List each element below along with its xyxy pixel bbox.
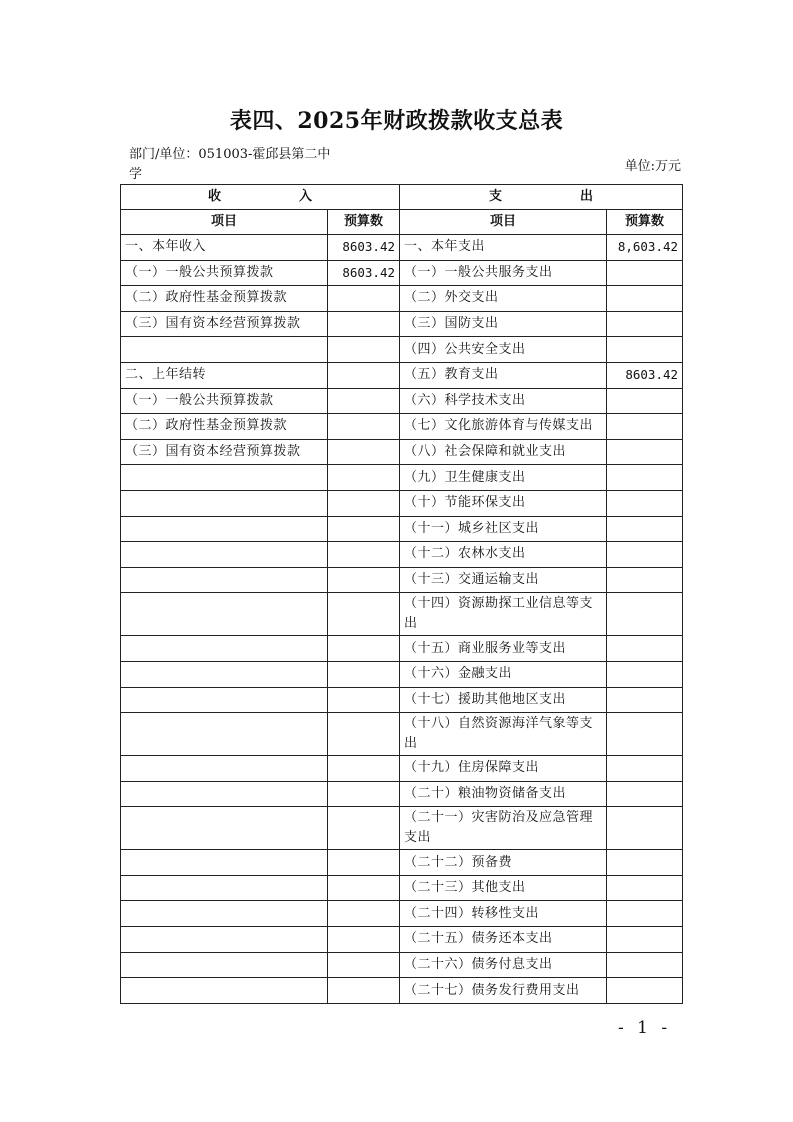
expense-item-cell: （十九）住房保障支出 [400, 756, 607, 782]
table-row [121, 465, 683, 491]
income-item-cell: 二、上年结转 [121, 362, 328, 388]
expense-budget-cell [607, 465, 683, 491]
expense-item-cell: （十四）资源勘探工业信息等支出 [400, 593, 607, 636]
table-row [121, 661, 683, 687]
income-budget-cell [328, 337, 400, 363]
income-budget-cell [328, 687, 400, 713]
expense-budget-cell [607, 490, 683, 516]
table-row [121, 286, 683, 312]
income-item-cell [121, 781, 328, 807]
expense-item-cell: （十）节能环保支出 [400, 490, 607, 516]
income-item-cell [121, 850, 328, 876]
expense-budget-cell [607, 439, 683, 465]
table-row [121, 713, 683, 756]
expense-header: 支 出 [400, 185, 683, 210]
income-item-cell [121, 978, 328, 1004]
expense-item-cell: （十三）交通运输支出 [400, 567, 607, 593]
income-budget-cell [328, 636, 400, 662]
income-item-header: 项目 [121, 210, 328, 235]
income-budget-cell [328, 952, 400, 978]
expense-item-cell: （一）一般公共服务支出 [400, 260, 607, 286]
expense-item-cell: （十五）商业服务业等支出 [400, 636, 607, 662]
page-title: 表四、2025年财政拨款收支总表 [229, 108, 564, 134]
income-budget-cell [328, 978, 400, 1004]
expense-item-cell: （十六）金融支出 [400, 661, 607, 687]
income-item-cell: （三）国有资本经营预算拨款 [121, 311, 328, 337]
expense-budget-cell [607, 260, 683, 286]
income-budget-cell [328, 311, 400, 337]
income-item-cell: （三）国有资本经营预算拨款 [121, 439, 328, 465]
expense-item-cell: （二十七）债务发行费用支出 [400, 978, 607, 1004]
income-budget-cell [328, 781, 400, 807]
income-item-cell [121, 952, 328, 978]
expense-item-cell: （九）卫生健康支出 [400, 465, 607, 491]
expense-budget-cell [607, 927, 683, 953]
table-row [121, 901, 683, 927]
expense-budget-cell [607, 388, 683, 414]
income-budget-cell [328, 286, 400, 312]
income-item-cell [121, 490, 328, 516]
expense-item-cell: （五）教育支出 [400, 362, 607, 388]
expense-item-cell: 一、本年支出 [400, 235, 607, 261]
expense-budget-cell: 8603.42 [607, 362, 683, 388]
department-label: 部门/单位：051003-霍邱县第二中学 [129, 147, 331, 182]
income-item-cell [121, 661, 328, 687]
expense-item-cell: （二十四）转移性支出 [400, 901, 607, 927]
income-item-cell [121, 567, 328, 593]
budget-table [120, 184, 683, 1004]
income-budget-cell [328, 388, 400, 414]
table-row [121, 567, 683, 593]
table-row [121, 978, 683, 1004]
income-item-cell [121, 465, 328, 491]
income-item-cell: （一）一般公共预算拨款 [121, 260, 328, 286]
expense-item-cell: （二十三）其他支出 [400, 875, 607, 901]
expense-budget-cell [607, 286, 683, 312]
table-row [121, 235, 683, 261]
income-item-cell [121, 875, 328, 901]
income-budget-cell [328, 516, 400, 542]
income-budget-cell [328, 567, 400, 593]
table-row [121, 952, 683, 978]
table-row [121, 781, 683, 807]
income-budget-cell [328, 465, 400, 491]
income-budget-cell: 8603.42 [328, 260, 400, 286]
expense-item-cell: （二十五）债务还本支出 [400, 927, 607, 953]
income-budget-header: 预算数 [328, 210, 400, 235]
expense-item-cell: （十二）农林水支出 [400, 542, 607, 568]
table-row [121, 687, 683, 713]
expense-item-header: 项目 [400, 210, 607, 235]
expense-budget-cell [607, 713, 683, 756]
expense-item-cell: （十七）援助其他地区支出 [400, 687, 607, 713]
income-budget-cell [328, 542, 400, 568]
income-item-cell: （二）政府性基金预算拨款 [121, 414, 328, 440]
income-budget-cell [328, 439, 400, 465]
expense-item-cell: （三）国防支出 [400, 311, 607, 337]
expense-item-cell: （十八）自然资源海洋气象等支出 [400, 713, 607, 756]
table-row [121, 362, 683, 388]
table-row [121, 850, 683, 876]
income-budget-cell [328, 362, 400, 388]
income-budget-cell [328, 661, 400, 687]
table-row [121, 542, 683, 568]
income-budget-cell [328, 756, 400, 782]
table-row [121, 927, 683, 953]
income-item-cell: 一、本年收入 [121, 235, 328, 261]
expense-item-cell: （八）社会保障和就业支出 [400, 439, 607, 465]
table-row [121, 439, 683, 465]
expense-item-cell: （二十一）灾害防治及应急管理支出 [400, 807, 607, 850]
expense-item-cell: （二）外交支出 [400, 286, 607, 312]
expense-item-cell: （四）公共安全支出 [400, 337, 607, 363]
expense-budget-cell [607, 687, 683, 713]
table-row [121, 388, 683, 414]
expense-budget-cell [607, 567, 683, 593]
income-item-cell [121, 713, 328, 756]
income-item-cell [121, 901, 328, 927]
table-row [121, 636, 683, 662]
income-budget-cell [328, 850, 400, 876]
expense-budget-header: 预算数 [607, 210, 683, 235]
table-row [121, 756, 683, 782]
expense-item-cell: （七）文化旅游体育与传媒支出 [400, 414, 607, 440]
income-item-cell [121, 687, 328, 713]
table-row [121, 490, 683, 516]
expense-budget-cell [607, 516, 683, 542]
expense-item-cell: （二十）粮油物资储备支出 [400, 781, 607, 807]
expense-budget-cell [607, 756, 683, 782]
expense-budget-cell [607, 850, 683, 876]
expense-item-cell: （十一）城乡社区支出 [400, 516, 607, 542]
expense-budget-cell [607, 311, 683, 337]
expense-budget-cell [607, 661, 683, 687]
table-row [121, 807, 683, 850]
income-budget-cell [328, 713, 400, 756]
page-number: - 1 - [618, 1018, 672, 1038]
expense-budget-cell: 8,603.42 [607, 235, 683, 261]
expense-budget-cell [607, 807, 683, 850]
unit-label: 单位:万元 [624, 159, 681, 174]
income-item-cell: （一）一般公共预算拨款 [121, 388, 328, 414]
expense-budget-cell [607, 636, 683, 662]
income-budget-cell [328, 901, 400, 927]
income-item-cell [121, 927, 328, 953]
expense-budget-cell [607, 978, 683, 1004]
expense-budget-cell [607, 542, 683, 568]
expense-budget-cell [607, 593, 683, 636]
income-item-cell [121, 807, 328, 850]
income-item-cell [121, 636, 328, 662]
expense-budget-cell [607, 781, 683, 807]
table-row [121, 337, 683, 363]
income-item-cell [121, 337, 328, 363]
table-row [121, 516, 683, 542]
income-item-cell [121, 756, 328, 782]
expense-budget-cell [607, 337, 683, 363]
table-column-header [121, 210, 683, 235]
table-row [121, 875, 683, 901]
income-item-cell: （二）政府性基金预算拨款 [121, 286, 328, 312]
table-row [121, 593, 683, 636]
table-row [121, 260, 683, 286]
expense-budget-cell [607, 952, 683, 978]
income-item-cell [121, 542, 328, 568]
income-budget-cell: 8603.42 [328, 235, 400, 261]
table-section-header [121, 185, 683, 210]
expense-budget-cell [607, 875, 683, 901]
income-budget-cell [328, 927, 400, 953]
income-budget-cell [328, 490, 400, 516]
expense-budget-cell [607, 901, 683, 927]
expense-item-cell: （二十六）债务付息支出 [400, 952, 607, 978]
income-budget-cell [328, 807, 400, 850]
table-row [121, 311, 683, 337]
income-header: 收 入 [121, 185, 400, 210]
income-budget-cell [328, 593, 400, 636]
expense-item-cell: （六）科学技术支出 [400, 388, 607, 414]
income-budget-cell [328, 414, 400, 440]
income-budget-cell [328, 875, 400, 901]
table-row [121, 414, 683, 440]
expense-item-cell: （二十二）预备费 [400, 850, 607, 876]
income-item-cell [121, 593, 328, 636]
income-item-cell [121, 516, 328, 542]
expense-budget-cell [607, 414, 683, 440]
